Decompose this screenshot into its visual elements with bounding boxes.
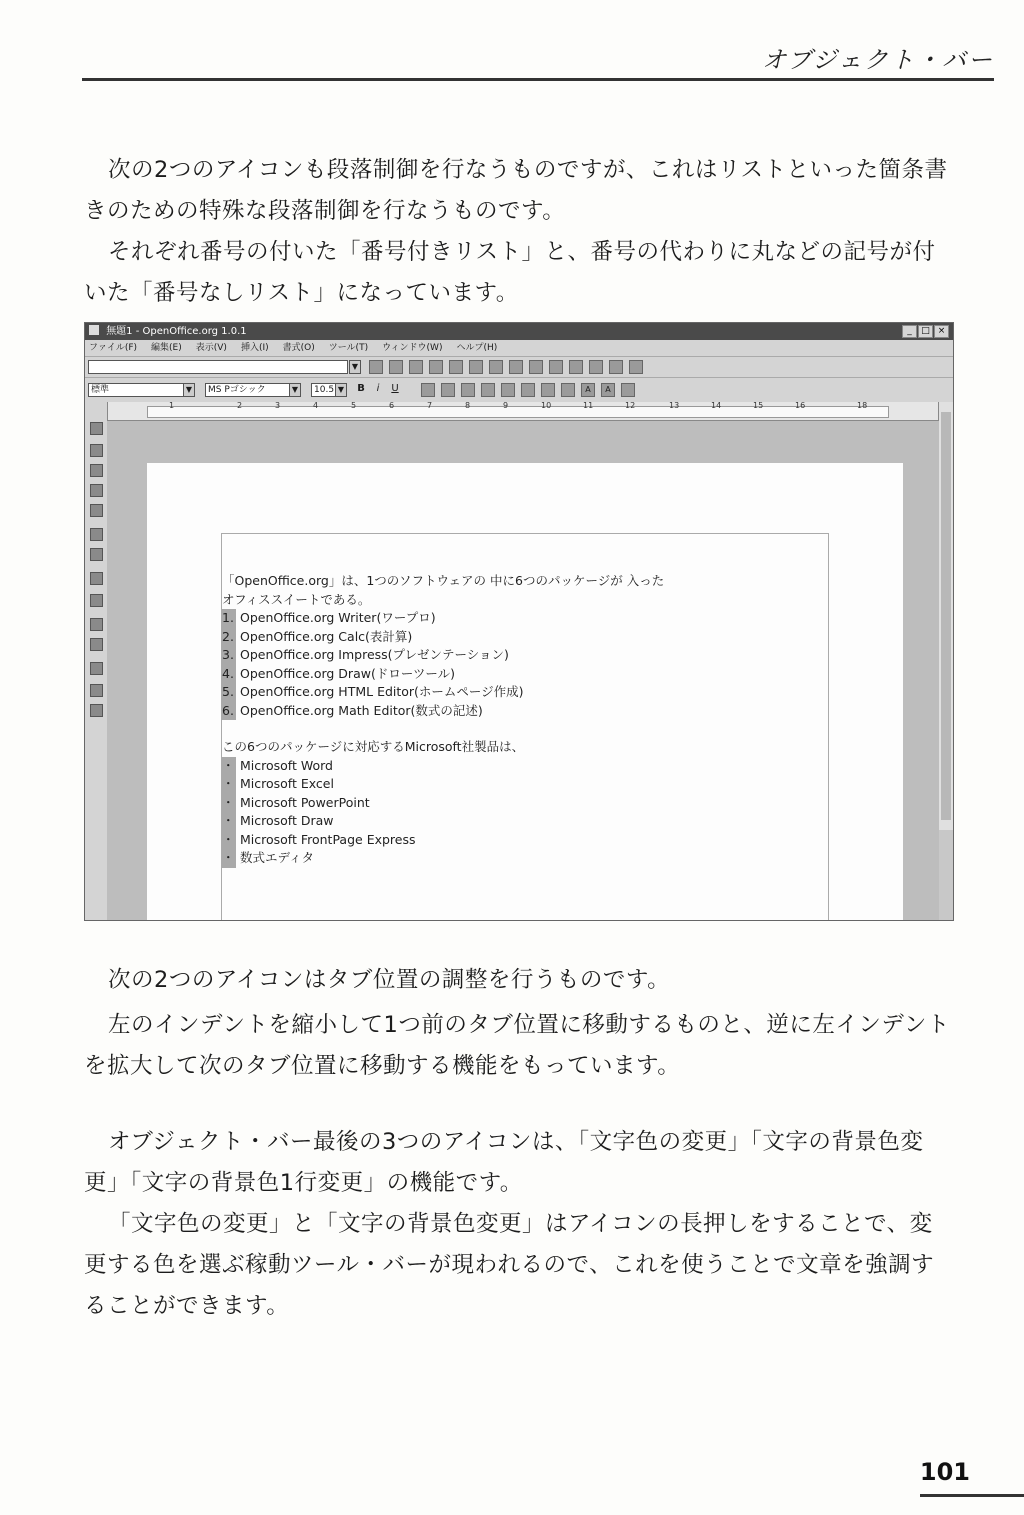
bullet-text: Microsoft Draw <box>239 813 334 828</box>
numbered-list-icon[interactable] <box>501 383 515 397</box>
ruler-number: 9 <box>503 401 509 410</box>
size-dropdown-icon[interactable]: ▼ <box>335 383 347 397</box>
nonprinting-chars-icon[interactable] <box>90 662 103 675</box>
window-title: 無題1 - OpenOffice.org 1.0.1 <box>106 326 247 337</box>
menu-format[interactable]: 書式(O) <box>282 343 315 353</box>
numbered-item <box>222 683 828 702</box>
decrease-indent-icon[interactable] <box>541 383 555 397</box>
window-titlebar <box>85 323 953 340</box>
ruler-number: 15 <box>753 401 764 410</box>
scrollbar-thumb[interactable] <box>941 412 951 820</box>
paragraph-last-icons: オブジェクト・バー最後の3つのアイコンは、「文字色の変更」「文字の背景色変更」「文字の背景色1行変更」の機能です。 <box>84 1129 924 1196</box>
main-toolbar <box>85 402 108 920</box>
list-number: 4. <box>222 665 236 684</box>
align-left-icon[interactable] <box>421 383 435 397</box>
header-rule <box>82 78 994 81</box>
undo-icon[interactable] <box>529 360 543 374</box>
ruler-number: 7 <box>427 401 433 410</box>
list-item-text: OpenOffice.org Draw(ドローツール) <box>239 665 455 681</box>
online-layout-icon[interactable] <box>90 704 103 717</box>
align-right-icon[interactable] <box>461 383 475 397</box>
doc-mid-line: この6つのパッケージに対応するMicrosoft社製品は、 <box>222 739 525 754</box>
direct-cursor-icon[interactable] <box>90 548 103 561</box>
app-icon <box>89 325 99 335</box>
menu-file[interactable]: ファイル(F) <box>89 343 138 353</box>
bullet-item <box>222 794 828 813</box>
openoffice-screenshot <box>84 322 954 921</box>
numbered-item <box>222 646 828 665</box>
menu-bar <box>85 340 953 356</box>
paragraph-style-select[interactable]: 標準 <box>88 383 192 397</box>
style-dropdown-icon[interactable]: ▼ <box>183 383 195 397</box>
font-color-icon[interactable]: A <box>581 383 595 397</box>
paragraph-list-types: それぞれ番号の付いた「番号付きリスト」と、番号の代わりに丸などの記号が付いた「番号なしリスト」になっています。 <box>84 239 936 306</box>
paragraph-indent: 左のインデントを縮小して1つ前のタブ位置に移動するものと、逆に左インデントを拡大して次のタブ位置に移動する機能をもっています。 <box>84 1012 950 1079</box>
ruler-number: 13 <box>669 401 680 410</box>
draw-functions-icon[interactable] <box>90 484 103 497</box>
gallery-icon[interactable] <box>609 360 623 374</box>
bullet-item <box>222 849 828 868</box>
ruler-number: 10 <box>541 401 552 410</box>
ruler-number: 4 <box>313 401 319 410</box>
bullet-mark: ・ <box>222 812 236 831</box>
bullet-text: 数式エディタ <box>239 850 314 865</box>
insert-icon[interactable] <box>90 422 103 435</box>
running-head: オブジェクト・バー <box>762 46 994 74</box>
bullet-mark: ・ <box>222 849 236 868</box>
ruler-number: 5 <box>351 401 357 410</box>
increase-indent-icon[interactable] <box>561 383 575 397</box>
menu-insert[interactable]: 挿入(I) <box>240 343 269 353</box>
copy-icon[interactable] <box>489 360 503 374</box>
page-number: 101 <box>919 1458 970 1486</box>
save-icon[interactable] <box>429 360 443 374</box>
footer-rule <box>920 1494 1024 1497</box>
menu-view[interactable]: 表示(V) <box>195 343 227 353</box>
list-item-text: OpenOffice.org Calc(表計算) <box>239 628 413 644</box>
numbered-item <box>222 609 828 628</box>
bullet-text: Microsoft PowerPoint <box>239 794 370 810</box>
ruler-number: 3 <box>275 401 281 410</box>
open-icon[interactable] <box>409 360 423 374</box>
bullet-item <box>222 757 828 776</box>
bullet-text: Microsoft Excel <box>239 776 334 791</box>
insert-fields-icon[interactable] <box>90 444 103 457</box>
bullet-mark: ・ <box>222 794 236 813</box>
list-item-text: OpenOffice.org Writer(ワープロ) <box>239 610 436 625</box>
stylist-icon[interactable] <box>589 360 603 374</box>
list-number: 1. <box>222 609 236 628</box>
bullet-item <box>222 775 828 794</box>
list-item-text: OpenOffice.org Impress(プレゼンテーション) <box>239 647 509 662</box>
numbered-item <box>222 628 828 647</box>
doc-intro-line: オフィススイートである。 <box>222 591 371 607</box>
numbered-item <box>222 665 828 684</box>
document-area <box>107 421 939 920</box>
bullet-mark: ・ <box>222 831 236 850</box>
object-bar <box>85 377 953 402</box>
align-center-icon[interactable] <box>441 383 455 397</box>
list-number: 6. <box>222 702 236 721</box>
menu-tools[interactable]: ツール(T) <box>328 343 369 353</box>
document-page[interactable] <box>147 463 903 920</box>
ruler-track <box>147 406 889 418</box>
edit-autotext-icon[interactable] <box>90 528 103 541</box>
ruler-number: 6 <box>389 401 395 410</box>
find-replace-icon[interactable] <box>90 618 103 631</box>
highlight-icon[interactable]: A <box>601 383 615 397</box>
ruler-number: 18 <box>857 401 868 410</box>
background-color-icon[interactable] <box>621 383 635 397</box>
horizontal-ruler[interactable] <box>107 402 939 421</box>
spellcheck-icon[interactable] <box>90 572 103 585</box>
minimize-button[interactable]: _ <box>902 325 917 338</box>
list-number: 3. <box>222 646 236 665</box>
ruler-number: 8 <box>465 401 471 410</box>
ruler-number: 16 <box>795 401 806 410</box>
url-dropdown-icon[interactable]: ▼ <box>349 360 361 374</box>
text-area[interactable] <box>221 533 829 920</box>
menu-help[interactable]: ヘルプ(H) <box>456 343 498 353</box>
ruler-number: 1 <box>169 401 175 410</box>
numbered-item <box>222 702 828 721</box>
url-input[interactable] <box>88 360 348 374</box>
paste-icon[interactable] <box>509 360 523 374</box>
italic-button[interactable]: i <box>376 383 380 394</box>
cut-icon[interactable] <box>469 360 483 374</box>
bold-button[interactable]: B <box>357 383 365 394</box>
menu-edit[interactable]: 編集(E) <box>151 343 182 353</box>
close-button[interactable]: × <box>934 325 949 338</box>
font-name-select[interactable]: MS Pゴシック <box>205 383 291 397</box>
doc-intro-line: 「OpenOffice.org」は、1つのソフトウェアの 中に6つのパッケージが 入った <box>222 573 665 588</box>
datasources-icon[interactable] <box>90 638 103 651</box>
graphics-off-icon[interactable] <box>90 684 103 697</box>
redo-icon[interactable] <box>549 360 563 374</box>
navigator-icon[interactable] <box>569 360 583 374</box>
form-functions-icon[interactable] <box>90 504 103 517</box>
auto-spellcheck-icon[interactable] <box>90 594 103 607</box>
vertical-scrollbar[interactable] <box>938 402 953 830</box>
list-number: 2. <box>222 628 236 647</box>
ruler-number: 12 <box>625 401 636 410</box>
ruler-number: 11 <box>583 401 594 410</box>
ruler-number: 2 <box>237 401 243 410</box>
menu-window[interactable]: ウィンドウ(W) <box>382 343 443 353</box>
insert-object-icon[interactable] <box>90 464 103 477</box>
justify-icon[interactable] <box>481 383 495 397</box>
bullet-list-icon[interactable] <box>521 383 535 397</box>
function-toolbar <box>85 356 953 377</box>
bullet-text: Microsoft Word <box>239 757 333 773</box>
print-icon[interactable] <box>449 360 463 374</box>
bullet-item <box>222 831 828 850</box>
datasource-icon[interactable] <box>629 360 643 374</box>
bullet-item <box>222 812 828 831</box>
font-size-select[interactable]: 10.5 <box>311 383 337 397</box>
font-dropdown-icon[interactable]: ▼ <box>289 383 301 397</box>
paragraph-tab-icons: 次の2つのアイコンはタブ位置の調整を行うものです。 <box>108 967 671 993</box>
bullet-mark: ・ <box>222 775 236 794</box>
maximize-button[interactable]: □ <box>918 325 933 338</box>
bullet-mark: ・ <box>222 757 236 776</box>
list-number: 5. <box>222 683 236 702</box>
stop-icon[interactable] <box>369 360 383 374</box>
ruler-number: 14 <box>711 401 722 410</box>
underline-button[interactable]: U <box>391 383 399 394</box>
list-item-text: OpenOffice.org HTML Editor(ホームページ作成) <box>239 684 524 699</box>
paragraph-list-icons: 次の2つのアイコンも段落制御を行なうものですが、これはリストといった箇条書きのための特殊な段落制御を行なうものです。 <box>84 157 948 224</box>
paragraph-color-usage: 「文字色の変更」と「文字の背景色変更」はアイコンの長押しをすることで、変更する色を選ぶ稼動ツール・バーが現われるので、これを使うことで文章を強調することができます。 <box>84 1211 935 1319</box>
edit-file-icon[interactable] <box>389 360 403 374</box>
list-item-text: OpenOffice.org Math Editor(数式の記述) <box>239 702 483 718</box>
bullet-text: Microsoft FrontPage Express <box>239 831 416 847</box>
